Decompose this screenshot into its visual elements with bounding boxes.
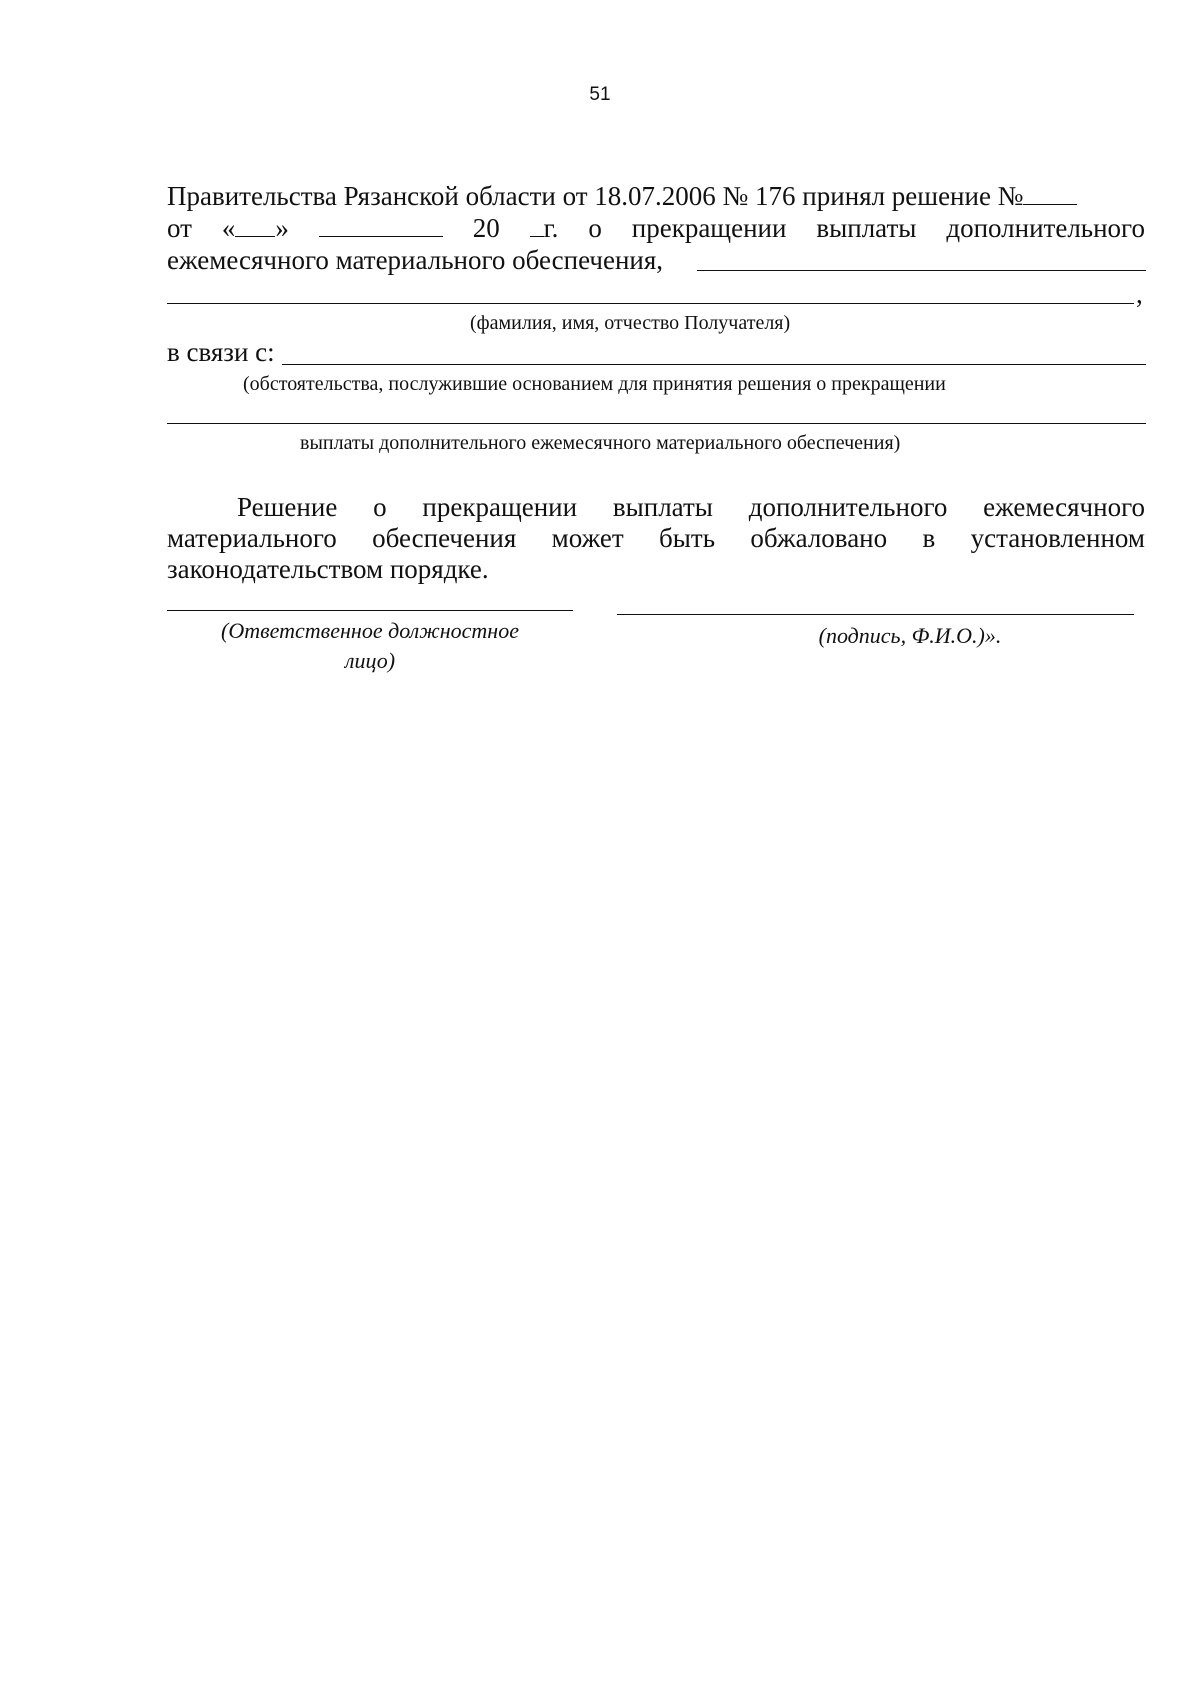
paragraph-line-1-text: Правительства Рязанской области от 18.07.2006 № 176 принял решение № [167,181,1024,211]
date-day-group [222,212,289,244]
appeal-word: прекращении [422,492,578,522]
decision-number-blank [1023,182,1077,205]
appeal-word: ежемесячного [983,492,1145,522]
appeal-line-3 [167,553,1145,585]
year-blank [530,214,544,237]
appeal-word: материального [167,523,337,553]
paragraph-line-2 [167,212,1145,244]
official-caption-line-1: (Ответственное должностное [221,618,519,643]
date-open-quote: « [221,213,236,243]
reason-label: в связи с: [167,337,275,367]
appeal-word: может [551,523,624,553]
recipient-name-line-1 [697,270,1146,271]
appeal-word: в [922,523,936,553]
official-signature-line [167,610,573,611]
appeal-word: выплаты [612,492,713,522]
line2-word: выплаты [816,213,917,243]
line2-word: о [588,213,602,243]
date-close-quote: » [275,213,289,243]
appeal-word: о [373,492,387,522]
paragraph-line-3-text: ежемесячного материального обеспечения, [167,245,664,275]
official-caption [185,616,555,676]
appeal-word: установленном [970,523,1145,553]
reason-caption-1: (обстоятельства, послужившие основанием для принятия решения о прекращении [243,373,946,395]
appeal-word: быть [659,523,716,553]
line2-word: дополнительного [946,213,1145,243]
year-group [530,212,559,244]
date-month-blank [319,214,443,237]
reason-blank-line-1 [282,364,1146,365]
recipient-name-comma: , [1136,279,1143,309]
reason-caption-2: выплаты дополнительного ежемесячного материального обеспечения) [300,432,901,454]
year-suffix: г. [543,213,559,243]
paragraph-line-3 [167,244,1145,276]
appeal-word: Решение [237,492,338,522]
appeal-line-3-text: законодательством порядке. [167,554,489,584]
official-caption-line-2: лицо) [344,648,396,673]
sign-caption: (подпись, Ф.И.О.)». [818,623,1002,648]
year-prefix: 20 [472,213,500,243]
reason-blank-line-2 [167,423,1146,424]
date-day-blank [235,214,275,237]
ot-word: от [167,213,192,243]
signature-line [617,614,1134,615]
appeal-word: обжаловано [750,523,888,553]
paragraph-line-1 [167,180,1145,212]
appeal-line-1 [237,491,1145,523]
page-number: 51 [589,84,611,105]
appeal-word: обеспечения [372,523,517,553]
appeal-word: дополнительного [748,492,948,522]
caption-fio: (фамилия, имя, отчество Получателя) [470,312,791,334]
appeal-line-2 [167,522,1145,554]
line2-word: прекращении [631,213,787,243]
recipient-name-line-2 [167,303,1134,304]
